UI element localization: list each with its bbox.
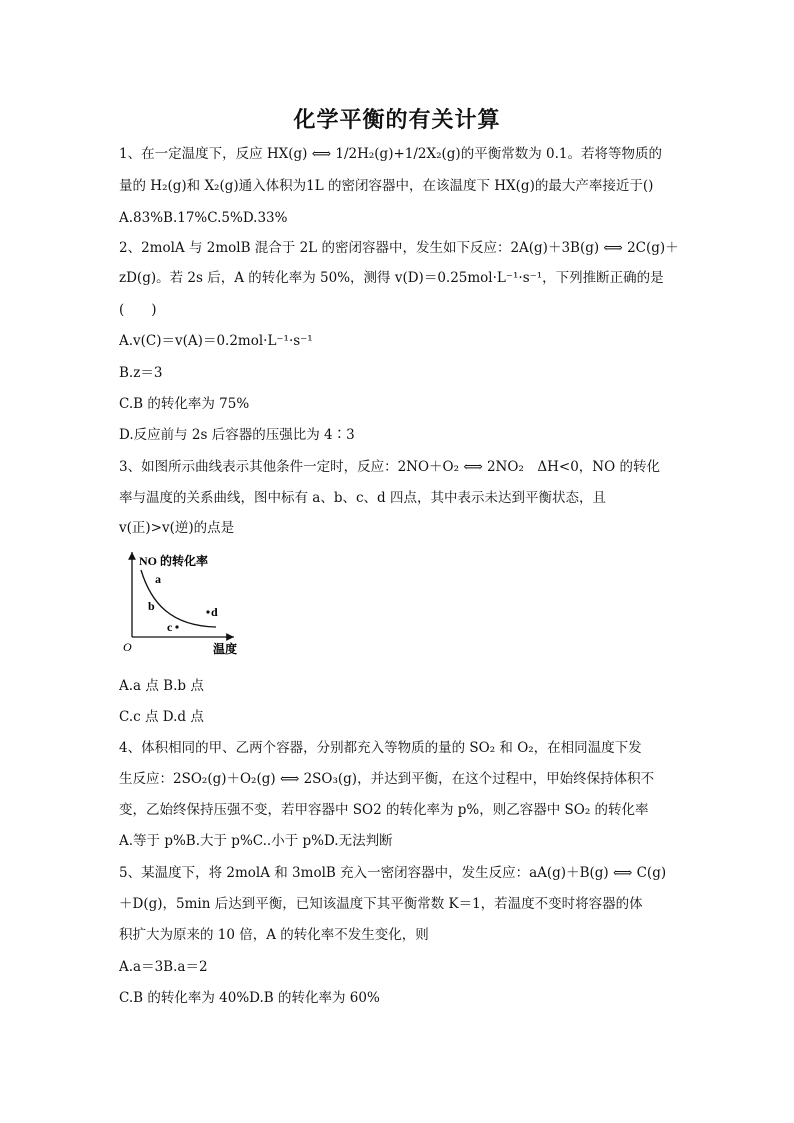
q4-line-3: 变，乙始终保持压强不变，若甲容器中 SO2 的转化率为 p%，则乙容器中 SO₂ 的转化率 xyxy=(119,802,649,818)
q5-line-2: ＋D(g)，5min 后达到平衡，已知该温度下其平衡常数 K＝1，若温度不变时将容器的体 xyxy=(119,896,643,912)
q2-option-c: C.B 的转化率为 75% xyxy=(119,396,250,412)
q1-line-1: 1、在一定温度下，反应 HX(g) ⟺ 1/2H₂(g)+1/2X₂(g)的平衡常数为 0.1。若将等物质的 xyxy=(119,146,662,162)
q5-line-3: 积扩大为原来的 10 倍，A 的转化率不发生变化，则 xyxy=(119,927,429,943)
q2-line-2: zD(g)。若 2s 后，A 的转化率为 50%，测得 v(D)＝0.25mol·L⁻¹·s⁻¹，下列推断正确的是 xyxy=(119,270,664,286)
q3-line-2: 率与温度的关系曲线，图中标有 a、b、c、d 四点，其中表示未达到平衡状态，且 xyxy=(119,490,606,506)
point-c-dot xyxy=(175,625,178,628)
conversion-temperature-figure xyxy=(119,548,249,660)
q3-options-cd: C.c 点 D.d 点 xyxy=(119,709,204,725)
y-axis-label: NO 的转化率 xyxy=(139,554,209,568)
point-d-label: d xyxy=(211,605,218,619)
point-a-label: a xyxy=(155,572,161,586)
q1-line-2: 量的 H₂(g)和 X₂(g)通入体积为1L 的密闭容器中，在该温度下 HX(g)的最大产率接近于() xyxy=(119,178,654,194)
q5-line-1: 5、某温度下，将 2molA 和 3molB 充入一密闭容器中，发生反应：aA(g)＋B(g) ⟺ C(g) xyxy=(119,865,667,881)
q3-line-1: 3、如图所示曲线表示其他条件一定时，反应：2NO＋O₂ ⟺ 2NO₂ ΔH<0，NO 的转化 xyxy=(119,459,660,475)
q2-line-3: ( ) xyxy=(119,302,157,318)
point-b-label: b xyxy=(148,599,155,613)
origin-label: O xyxy=(123,640,132,654)
q2-option-a: A.v(C)＝v(A)＝0.2mol·L⁻¹·s⁻¹ xyxy=(119,333,313,349)
q1-options: A.83%B.17%C.5%D.33% xyxy=(119,210,288,226)
q4-line-1: 4、体积相同的甲、乙两个容器，分别都充入等物质的量的 SO₂ 和 O₂，在相同温度下发 xyxy=(119,740,642,756)
q5-options-cd: C.B 的转化率为 40%D.B 的转化率为 60% xyxy=(119,990,380,1006)
q2-option-b: B.z＝3 xyxy=(119,365,163,381)
q2-line-1: 2、2molA 与 2molB 混合于 2L 的密闭容器中，发生如下反应：2A(g)＋3B(g) ⟺ 2C(g)＋ xyxy=(119,240,679,256)
q3-line-3: v(正)>v(逆)的点是 xyxy=(119,520,235,536)
point-c-label: c xyxy=(167,620,173,634)
q3-options-ab: A.a 点 B.b 点 xyxy=(119,678,204,694)
page-title: 化学平衡的有关计算 xyxy=(293,108,501,133)
q4-options: A.等于 p%B.大于 p%C..小于 p%D.无法判断 xyxy=(119,833,393,849)
point-d-dot xyxy=(206,610,209,613)
x-axis-label: 温度 xyxy=(213,642,238,656)
q5-options-ab: A.a＝3B.a＝2 xyxy=(119,959,208,975)
q2-option-d: D.反应前与 2s 后容器的压强比为 4∶3 xyxy=(119,427,355,443)
q4-line-2: 生反应：2SO₂(g)＋O₂(g) ⟺ 2SO₃(g)，并达到平衡，在这个过程中，甲始终保持体积不 xyxy=(119,771,655,787)
